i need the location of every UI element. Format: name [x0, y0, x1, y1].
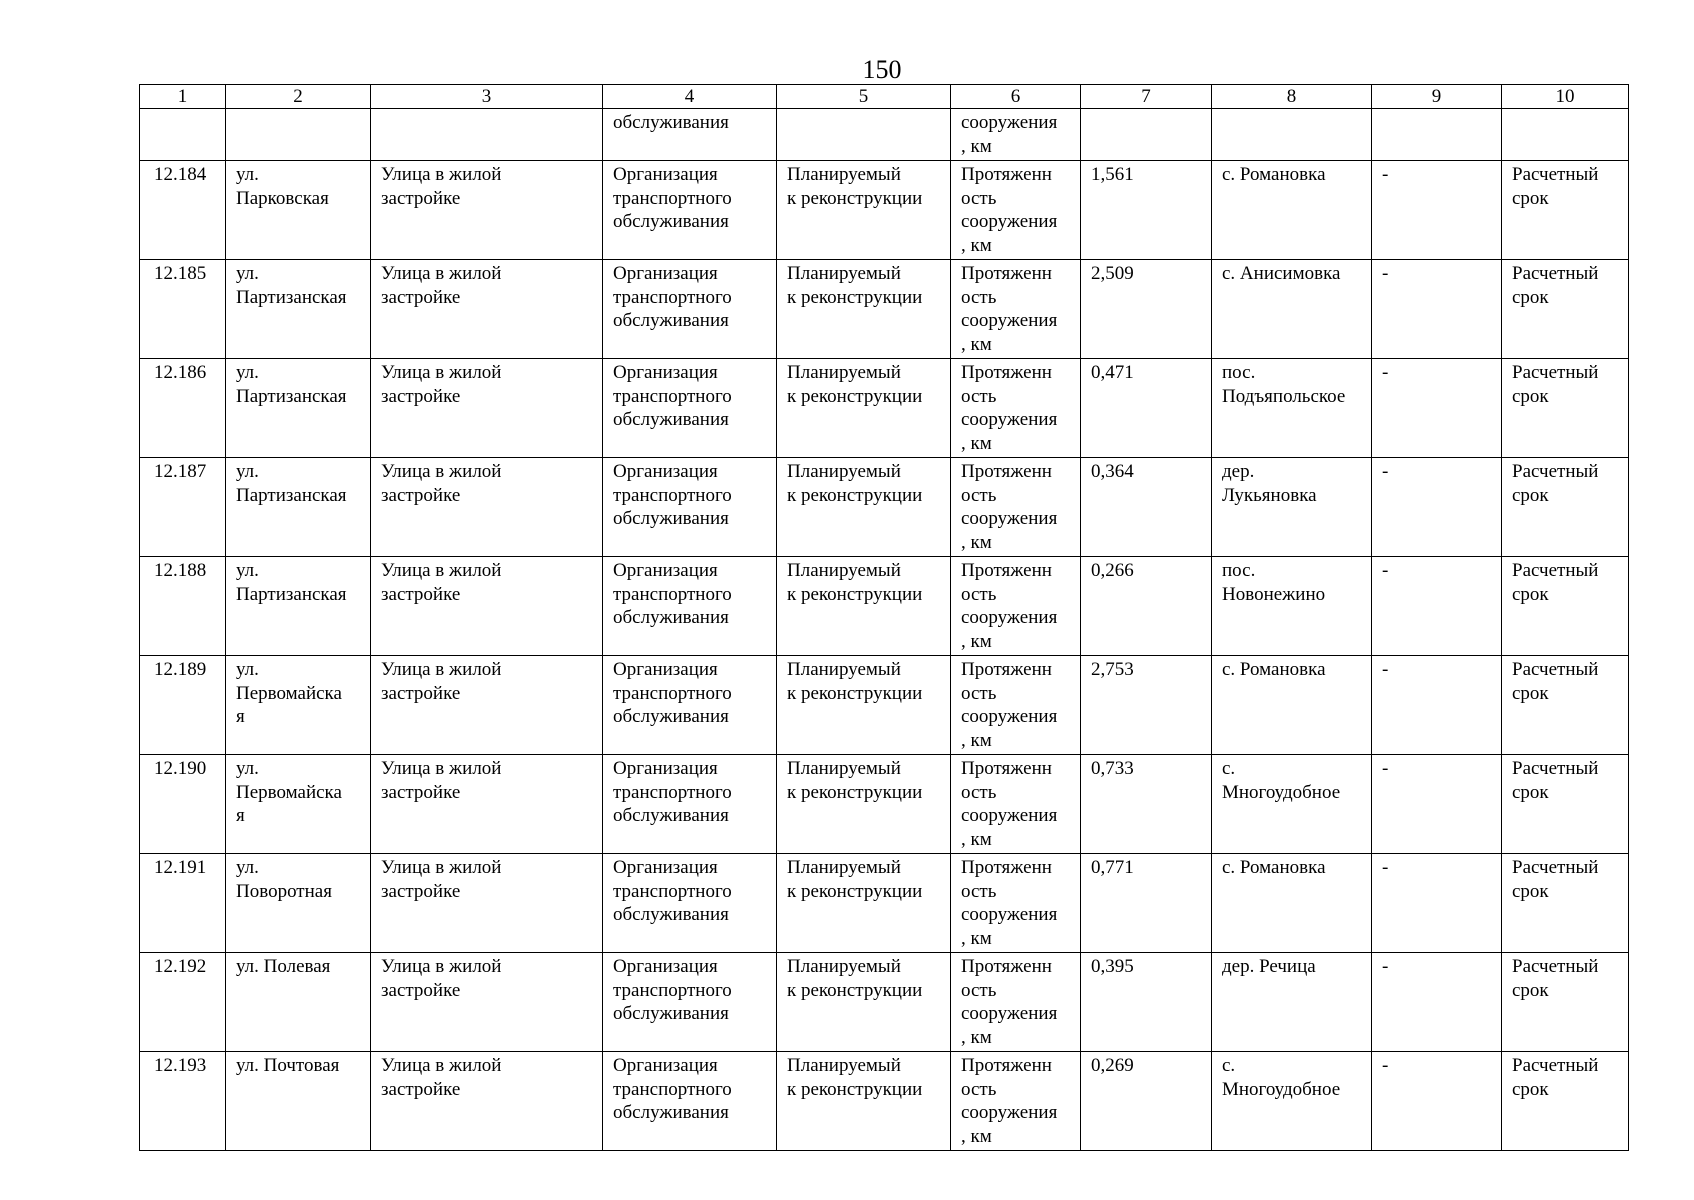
cell-status: Планируемый к реконструкции	[777, 359, 951, 458]
cell-purpose: Организация транспортного обслуживания	[603, 359, 777, 458]
cell-purpose: Организация транспортного обслуживания	[603, 656, 777, 755]
header-cell: 3	[371, 85, 603, 109]
table-row	[140, 1052, 1629, 1151]
cell-street: ул. Полевая	[226, 953, 371, 1052]
cell-purpose: Организация транспортного обслуживания	[603, 953, 777, 1052]
cell-characteristic: Протяженн ость сооружения , км	[951, 755, 1081, 854]
cell-status: Планируемый к реконструкции	[777, 557, 951, 656]
cell-object-type: Улица в жилой застройке	[371, 755, 603, 854]
header-cell: 5	[777, 85, 951, 109]
cell-object-type: Улица в жилой застройке	[371, 161, 603, 260]
table-row	[140, 260, 1629, 359]
cell-zone: -	[1372, 359, 1502, 458]
cell-characteristic: Протяженн ость сооружения , км	[951, 458, 1081, 557]
cell-status: Планируемый к реконструкции	[777, 854, 951, 953]
cell-location: с. Многоудобное	[1212, 755, 1372, 854]
cell-object-type: Улица в жилой застройке	[371, 656, 603, 755]
table-cell	[140, 109, 226, 161]
cell-term: Расчетный срок	[1502, 953, 1629, 1052]
cell-number: 12.187	[140, 458, 226, 557]
cell-zone: -	[1372, 854, 1502, 953]
cell-purpose: Организация транспортного обслуживания	[603, 854, 777, 953]
cell-characteristic: Протяженн ость сооружения , км	[951, 854, 1081, 953]
cell-object-type: Улица в жилой застройке	[371, 458, 603, 557]
table-cell	[371, 109, 603, 161]
cell-length: 0,733	[1081, 755, 1212, 854]
header-cell: 10	[1502, 85, 1629, 109]
cell-status: Планируемый к реконструкции	[777, 755, 951, 854]
cell-length: 0,364	[1081, 458, 1212, 557]
cell-length: 0,269	[1081, 1052, 1212, 1151]
cell-street: ул. Партизанская	[226, 260, 371, 359]
cell-zone: -	[1372, 557, 1502, 656]
cell-length: 0,471	[1081, 359, 1212, 458]
cell-status: Планируемый к реконструкции	[777, 260, 951, 359]
cell-length: 0,266	[1081, 557, 1212, 656]
cell-zone: -	[1372, 755, 1502, 854]
cell-street: ул. Поворотная	[226, 854, 371, 953]
cell-term: Расчетный срок	[1502, 1052, 1629, 1151]
cell-term: Расчетный срок	[1502, 161, 1629, 260]
header-cell: 2	[226, 85, 371, 109]
table-header-row	[140, 85, 1629, 109]
table-row	[140, 161, 1629, 260]
table-row	[140, 359, 1629, 458]
cell-object-type: Улица в жилой застройке	[371, 260, 603, 359]
cell-characteristic: Протяженн ость сооружения , км	[951, 260, 1081, 359]
table-row	[140, 557, 1629, 656]
header-cell: 4	[603, 85, 777, 109]
table-body	[140, 85, 1629, 1151]
page-number: 150	[862, 55, 902, 84]
cell-characteristic: Протяженн ость сооружения , км	[951, 1052, 1081, 1151]
cell-street: ул. Партизанская	[226, 458, 371, 557]
cell-purpose: Организация транспортного обслуживания	[603, 1052, 777, 1151]
table-cell	[777, 109, 951, 161]
table-row	[140, 953, 1629, 1052]
cell-location: с. Многоудобное	[1212, 1052, 1372, 1151]
cell-length: 0,771	[1081, 854, 1212, 953]
cell-number: 12.190	[140, 755, 226, 854]
cell-street: ул. Партизанская	[226, 359, 371, 458]
cell-location: с. Анисимовка	[1212, 260, 1372, 359]
cell-term: Расчетный срок	[1502, 755, 1629, 854]
cell-status: Планируемый к реконструкции	[777, 953, 951, 1052]
cell-street: ул. Первомайска я	[226, 656, 371, 755]
cell-location: пос. Новонежино	[1212, 557, 1372, 656]
cell-term: Расчетный срок	[1502, 854, 1629, 953]
cell-zone: -	[1372, 260, 1502, 359]
data-table	[139, 84, 1629, 1151]
cell-number: 12.188	[140, 557, 226, 656]
cell-term: Расчетный срок	[1502, 656, 1629, 755]
cell-zone: -	[1372, 1052, 1502, 1151]
cell-number: 12.191	[140, 854, 226, 953]
header-cell: 1	[140, 85, 226, 109]
cell-object-type: Улица в жилой застройке	[371, 953, 603, 1052]
cell-term: Расчетный срок	[1502, 260, 1629, 359]
table-cell	[1502, 109, 1629, 161]
header-cell: 8	[1212, 85, 1372, 109]
cell-location: дер. Лукьяновка	[1212, 458, 1372, 557]
cell-purpose: Организация транспортного обслуживания	[603, 755, 777, 854]
cell-length: 2,509	[1081, 260, 1212, 359]
cell-zone: -	[1372, 953, 1502, 1052]
table-cell	[1372, 109, 1502, 161]
table-row	[140, 854, 1629, 953]
cell-characteristic: Протяженн ость сооружения , км	[951, 656, 1081, 755]
cell-location: пос. Подъяпольское	[1212, 359, 1372, 458]
cell-location: с. Романовка	[1212, 854, 1372, 953]
cell-number: 12.189	[140, 656, 226, 755]
table-cell	[226, 109, 371, 161]
table-row	[140, 458, 1629, 557]
cell-object-type: Улица в жилой застройке	[371, 557, 603, 656]
cell-street: ул. Первомайска я	[226, 755, 371, 854]
cell-length: 1,561	[1081, 161, 1212, 260]
cell-location: дер. Речица	[1212, 953, 1372, 1052]
header-cell: 9	[1372, 85, 1502, 109]
header-cell: 7	[1081, 85, 1212, 109]
cell-characteristic: Протяженн ость сооружения , км	[951, 359, 1081, 458]
cell-characteristic: Протяженн ость сооружения , км	[951, 557, 1081, 656]
table-row	[140, 755, 1629, 854]
cell-length: 2,753	[1081, 656, 1212, 755]
cell-status: Планируемый к реконструкции	[777, 1052, 951, 1151]
cell-characteristic: Протяженн ость сооружения , км	[951, 161, 1081, 260]
cell-status: Планируемый к реконструкции	[777, 458, 951, 557]
cell-zone: -	[1372, 458, 1502, 557]
cell-object-type: Улица в жилой застройке	[371, 854, 603, 953]
header-cell: 6	[951, 85, 1081, 109]
cell-zone: -	[1372, 656, 1502, 755]
cell-number: 12.185	[140, 260, 226, 359]
cell-street: ул. Почтовая	[226, 1052, 371, 1151]
cell-term: Расчетный срок	[1502, 557, 1629, 656]
cell-characteristic: Протяженн ость сооружения , км	[951, 953, 1081, 1052]
cell-term: Расчетный срок	[1502, 359, 1629, 458]
cell-number: 12.192	[140, 953, 226, 1052]
cell-status: Планируемый к реконструкции	[777, 161, 951, 260]
cell-number: 12.193	[140, 1052, 226, 1151]
cell-purpose: Организация транспортного обслуживания	[603, 458, 777, 557]
cell-purpose: Организация транспортного обслуживания	[603, 161, 777, 260]
cell-location: с. Романовка	[1212, 656, 1372, 755]
cell-length: 0,395	[1081, 953, 1212, 1052]
cell-number: 12.186	[140, 359, 226, 458]
table-cell: обслуживания	[603, 109, 777, 161]
cell-number: 12.184	[140, 161, 226, 260]
table-cell: сооружения , км	[951, 109, 1081, 161]
cell-location: с. Романовка	[1212, 161, 1372, 260]
cell-purpose: Организация транспортного обслуживания	[603, 557, 777, 656]
cell-street: ул. Парковская	[226, 161, 371, 260]
cell-zone: -	[1372, 161, 1502, 260]
table-cell	[1212, 109, 1372, 161]
cell-status: Планируемый к реконструкции	[777, 656, 951, 755]
table-row	[140, 656, 1629, 755]
cell-term: Расчетный срок	[1502, 458, 1629, 557]
table-cell	[1081, 109, 1212, 161]
cell-street: ул. Партизанская	[226, 557, 371, 656]
cell-object-type: Улица в жилой застройке	[371, 1052, 603, 1151]
continuation-row	[140, 109, 1629, 161]
cell-purpose: Организация транспортного обслуживания	[603, 260, 777, 359]
cell-object-type: Улица в жилой застройке	[371, 359, 603, 458]
